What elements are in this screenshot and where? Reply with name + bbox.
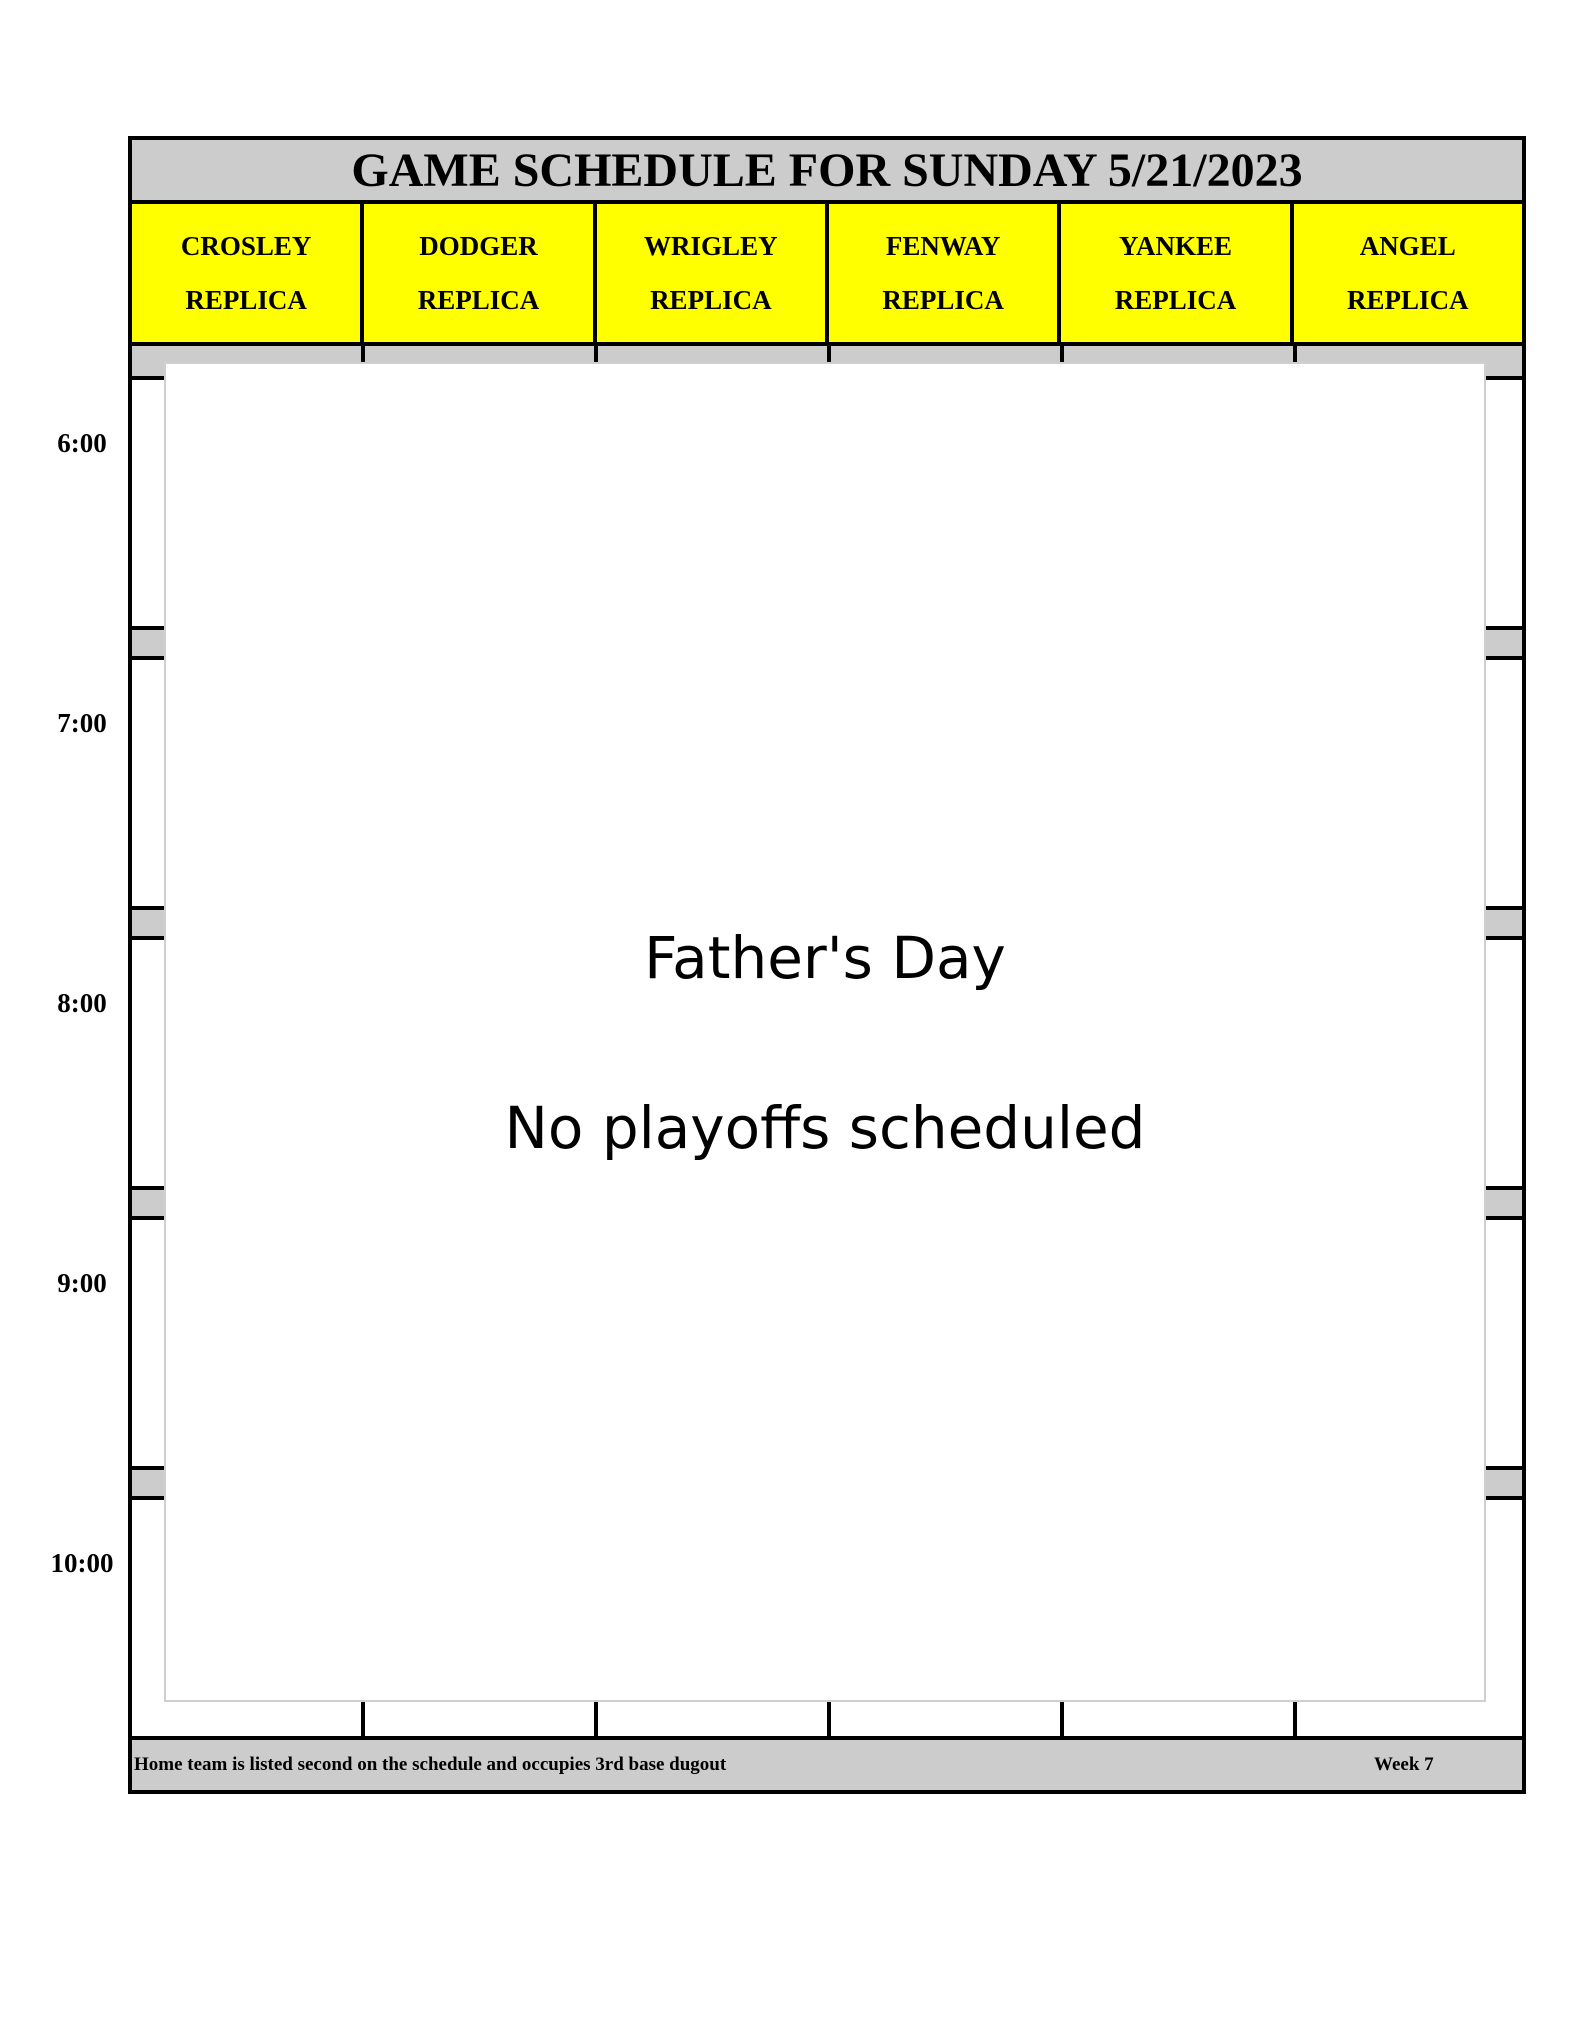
week-label: Week 7 xyxy=(1374,1754,1434,1775)
field-name: YANKEE xyxy=(1118,231,1232,261)
field-type: REPLICA xyxy=(650,285,772,315)
schedule-grid xyxy=(128,136,1526,1794)
field-header-yankee xyxy=(1061,204,1293,342)
field-name: ANGEL xyxy=(1359,231,1456,261)
field-type: REPLICA xyxy=(1347,285,1469,315)
time-label-10: 10:00 xyxy=(50,1548,114,1578)
footer-bar xyxy=(132,1736,1522,1790)
field-header-dodger xyxy=(364,204,596,342)
field-type: REPLICA xyxy=(185,285,307,315)
notice-title: Father's Day xyxy=(644,924,1006,992)
field-name: DODGER xyxy=(419,231,538,261)
field-name: FENWAY xyxy=(885,231,1001,261)
field-header-crosley xyxy=(132,204,364,342)
time-label-8: 8:00 xyxy=(57,988,107,1018)
schedule-title: GAME SCHEDULE FOR SUNDAY 5/21/2023 xyxy=(132,140,1522,204)
field-type: REPLICA xyxy=(882,285,1004,315)
field-type: REPLICA xyxy=(417,285,540,315)
field-header-fenway xyxy=(829,204,1061,342)
field-header-angel xyxy=(1294,204,1522,342)
footer-note: Home team is listed second on the schedule and occupies 3rd base dugout xyxy=(134,1754,727,1775)
field-name: WRIGLEY xyxy=(644,231,778,261)
time-label-7: 7:00 xyxy=(57,708,107,738)
notice-box xyxy=(164,362,1486,1702)
field-header-wrigley xyxy=(597,204,829,342)
time-label-9: 9:00 xyxy=(57,1268,107,1298)
field-type: REPLICA xyxy=(1114,285,1237,315)
field-header-row xyxy=(132,204,1522,346)
field-name: CROSLEY xyxy=(180,231,312,261)
time-label-6: 6:00 xyxy=(57,428,107,458)
notice-message: No playoffs scheduled xyxy=(504,1094,1146,1162)
